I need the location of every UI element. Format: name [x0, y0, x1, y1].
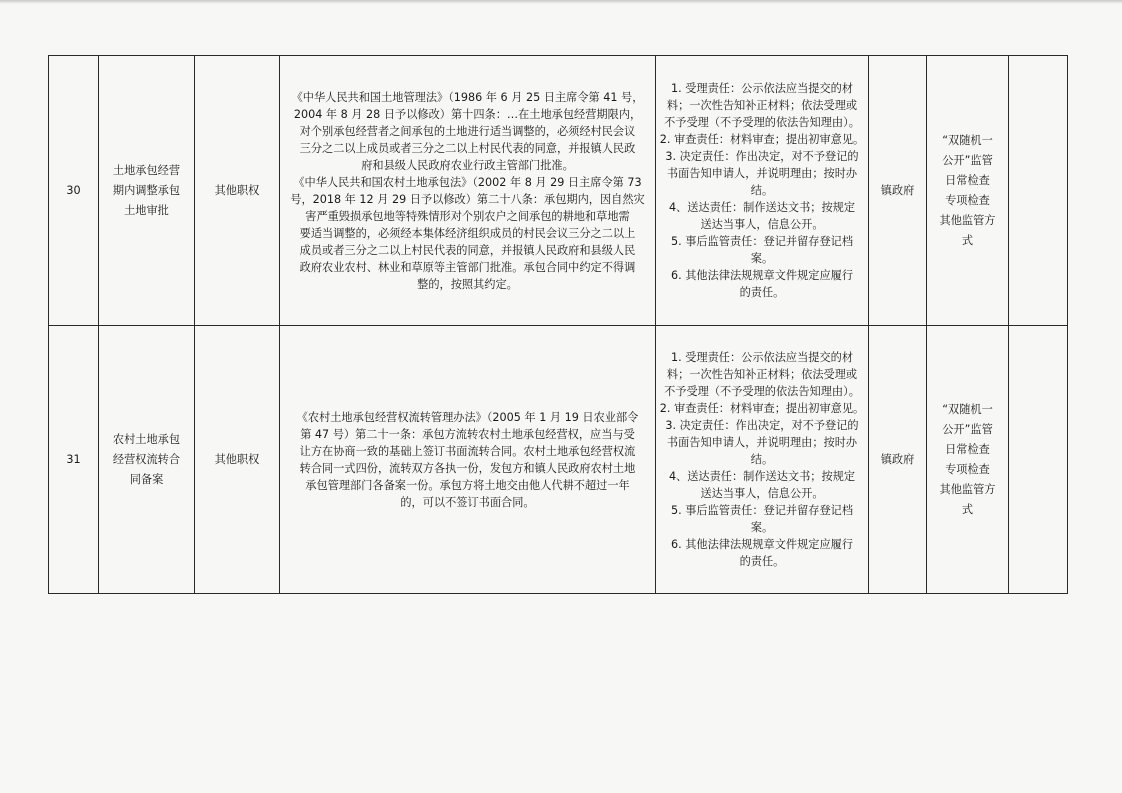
text-line: “双随机一 [942, 133, 993, 147]
text-line: 专项检查 [945, 193, 990, 207]
text-line: 府和县级人民政府农业行政主管部门批准。 [361, 158, 574, 172]
text-line: 不予受理（不予受理的依法告知理由）。 [664, 116, 860, 129]
text-line: 第 47 号）第二十一条：承包方流转农村土地承包经营权，应当与受 [300, 427, 635, 441]
text-line: 其他监管方 [939, 482, 996, 496]
text-line: 经营权流转合 [112, 452, 181, 466]
text-line: 不予受理（不予受理的依法告知理由）。 [664, 385, 860, 398]
row-number: 30 [49, 56, 99, 326]
text-line: 1. 受理责任：公示依法应当提交的材 [670, 351, 854, 364]
text-line: 《农村土地承包经营权流转管理办法》（2005 年 1 月 19 日农业部令 [296, 410, 639, 424]
text-line: 4、送达责任：制作送达文书；按规定 [668, 201, 856, 214]
text-line: 转合同一式四份，流转双方各执一份，发包方和镇人民政府农村土地 [299, 461, 636, 475]
text-line: 案。 [750, 521, 774, 534]
text-line: 政府农业农村、林业和草原等主管部门批准。承包合同中约定不得调 [299, 260, 636, 274]
text-line: 同备案 [129, 472, 164, 486]
text-line: 对个别承包经营者之间承包的土地进行适当调整的，必须经村民会议 [299, 124, 636, 138]
text-line: 土地承包经营 [112, 163, 181, 177]
responsibility-items [656, 326, 869, 594]
remarks-cell [1009, 326, 1068, 594]
text-line: 整的，按照其约定。 [417, 277, 518, 291]
text-line: 要适当调整的，必须经本集体经济组织成员的村民会议三分之二以上 [299, 226, 636, 240]
text-line: 料；一次性告知补正材料；依法受理或 [666, 368, 858, 381]
row-number: 31 [49, 326, 99, 594]
text-line: 成员或者三分之二以上村民代表的同意，并报镇人民政府和县级人民 [299, 243, 636, 257]
scan-edge-shadow [0, 0, 1122, 4]
text-line: 三分之二以上成员或者三分之二以上村民代表的同意，并报镇人民政 [299, 141, 636, 155]
power-type: 其他职权 [195, 56, 280, 326]
text-line: 式 [961, 502, 974, 516]
text-line: 3. 决定责任：作出决定，对不予登记的 [665, 150, 859, 163]
text-line: 专项检查 [945, 462, 990, 476]
text-line: 5. 事后监管责任：登记并留存登记档 [670, 235, 854, 248]
text-line: 让方在协商一致的基础上签订书面流转合同。农村土地承包经营权流 [299, 444, 636, 458]
text-line: 的责任。 [739, 286, 785, 299]
text-line: 日常检查 [945, 173, 990, 187]
text-line: 承包管理部门各备案一份。承包方将土地交由他人代耕不超过一年 [305, 478, 630, 492]
text-line: 送达当事人，信息公开。 [700, 487, 824, 500]
text-line: 3. 决定责任：作出决定，对不予登记的 [665, 419, 859, 432]
text-line: 6. 其他法律法规规章文件规定应履行 [670, 538, 854, 551]
text-line: 料；一次性告知补正材料；依法受理或 [666, 99, 858, 112]
text-line: 5. 事后监管责任：登记并留存登记档 [670, 504, 854, 517]
text-line: 1. 受理责任：公示依法应当提交的材 [670, 82, 854, 95]
text-line: 书面告知申请人，并说明理由；按时办 [666, 167, 858, 180]
text-line: 的，可以不签订书面合同。 [400, 495, 535, 509]
text-line: 2. 审查责任：材料审查；提出初审意见。 [659, 402, 865, 415]
text-line: “双随机一 [942, 402, 993, 416]
responsibility-items [656, 56, 869, 326]
text-line: 公开”监管 [942, 422, 993, 436]
table-row [49, 56, 1068, 326]
legal-basis [280, 56, 656, 326]
supervision-method [927, 56, 1009, 326]
item-name [99, 326, 195, 594]
responsible-subject: 镇政府 [869, 326, 927, 594]
text-line: 案。 [750, 252, 774, 265]
text-line: 日常检查 [945, 442, 990, 456]
table-row [49, 326, 1068, 594]
text-line: 书面告知申请人，并说明理由；按时办 [666, 436, 858, 449]
text-line: 《中华人民共和国土地管理法》（1986 年 6 月 25 日主席令第 41 号， [291, 90, 644, 104]
text-line: 土地审批 [124, 203, 169, 217]
text-line: 2004 年 8 月 28 日予以修改）第十四条：…在土地承包经营期限内， [293, 107, 642, 121]
text-line: 4、送达责任：制作送达文书；按规定 [668, 470, 856, 483]
power-list-table [48, 55, 1068, 594]
text-line: 公开”监管 [942, 153, 993, 167]
power-type: 其他职权 [195, 326, 280, 594]
text-line: 式 [961, 233, 974, 247]
text-line: 送达当事人，信息公开。 [700, 218, 824, 231]
text-line: 6. 其他法律法规规章文件规定应履行 [670, 269, 854, 282]
text-line: 结。 [750, 184, 774, 197]
remarks-cell [1009, 56, 1068, 326]
text-line: 的责任。 [739, 555, 785, 568]
text-line: 期内调整承包 [112, 183, 181, 197]
text-line: 《中华人民共和国农村土地承包法》（2002 年 8 月 29 日主席令第 73 [293, 175, 642, 189]
text-line: 结。 [750, 453, 774, 466]
supervision-method [927, 326, 1009, 594]
text-line: 2. 审查责任：材料审查；提出初审意见。 [659, 133, 865, 146]
legal-basis [280, 326, 656, 594]
text-line: 号，2018 年 12 月 29 日予以修改）第二十八条：承包期内，因自然灾 [290, 192, 645, 206]
text-line: 农村土地承包 [112, 432, 181, 446]
item-name [99, 56, 195, 326]
text-line: 其他监管方 [939, 213, 996, 227]
table-body [49, 56, 1068, 594]
text-line: 害严重毁损承包地等特殊情形对个别农户之间承包的耕地和草地需 [305, 209, 630, 223]
responsible-subject: 镇政府 [869, 56, 927, 326]
